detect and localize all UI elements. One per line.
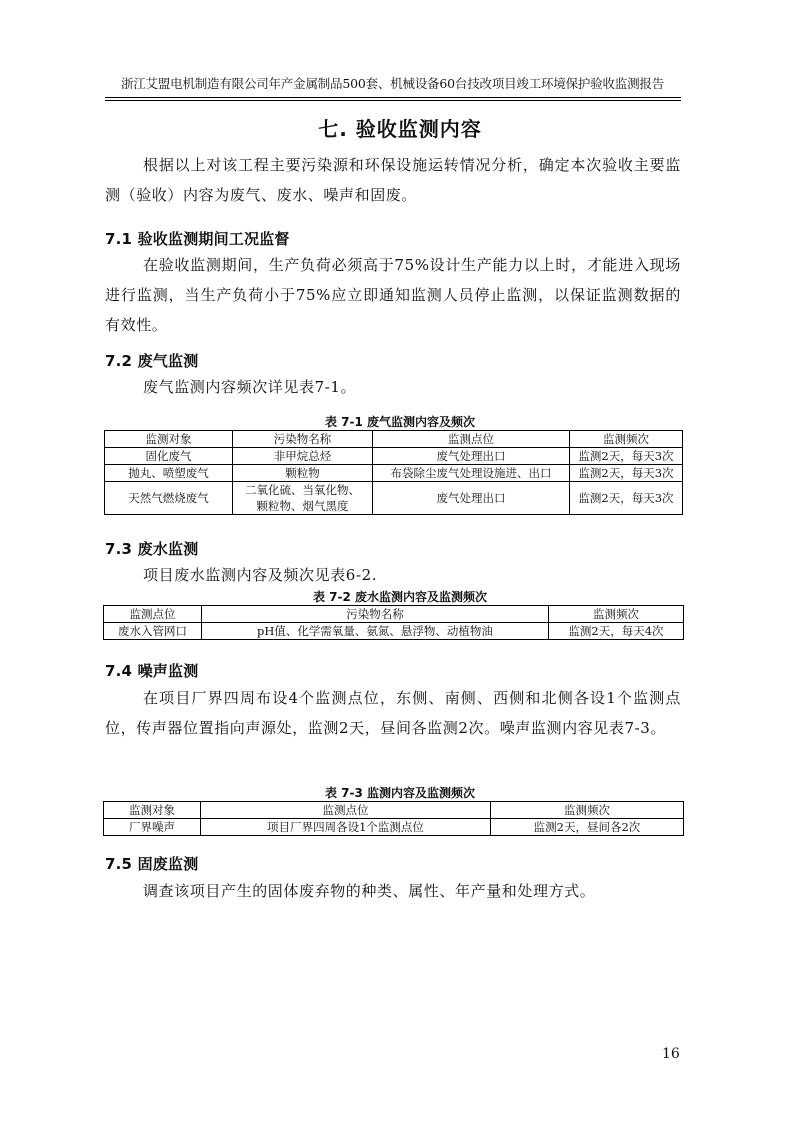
table-cell: 厂界噪声 [104,819,201,836]
table-cell: 监测2天，每天3次 [570,448,683,465]
page-number: 16 [662,1046,680,1062]
header-rule-double [105,100,681,101]
table-7-1-caption: 表 7-1 废气监测内容及频次 [324,415,476,429]
table-header-cell: 监测点位 [373,431,570,448]
header-rule [105,97,681,98]
table-header-cell: 污染物名称 [202,606,549,623]
table-7-2-caption: 表 7-2 废水监测内容及监测频次 [312,590,488,604]
table-7-3-caption: 表 7-3 监测内容及监测频次 [324,786,476,800]
heading-7-3: 7.3 废水监测 [105,540,199,558]
paragraph-7-5: 调查该项目产生的固体废弃物的种类、属性、年产量和处理方式。 [143,882,596,900]
table-header-row [104,606,684,623]
table-cell: 废水入管网口 [104,623,202,640]
table-cell: 抛丸、喷塑废气 [105,465,233,482]
heading-7-4: 7.4 噪声监测 [105,662,199,680]
table-header-cell: 污染物名称 [233,431,373,448]
table-cell: 颗粒物 [233,465,373,482]
table-header-row [104,802,684,819]
table-7-3 [103,801,684,836]
table-cell: 监测2天，昼间各2次 [491,819,684,836]
intro-paragraph: 根据以上对该工程主要污染源和环保设施运转情况分析，确定本次验收主要监测（验收）内容为废气、废水、噪声和固废。 [105,156,681,204]
table-7-2 [103,605,684,640]
table-cell: 监测2天，每天4次 [549,623,684,640]
heading-7-2: 7.2 废气监测 [105,352,199,370]
table-cell: 监测2天，每天3次 [570,482,683,515]
table-cell: 非甲烷总烃 [233,448,373,465]
table-cell: 监测2天，每天3次 [570,465,683,482]
table-cell-line: 二氧化硫、当氧化物、 [245,483,360,497]
table-row [105,448,683,465]
table-cell [233,482,373,515]
page-title: 七. 验收监测内容 [318,117,482,141]
table-cell: 项目厂界四周各设1个监测点位 [201,819,491,836]
table-cell: 废气处理出口 [373,448,570,465]
table-row [105,465,683,482]
paragraph-7-4: 在项目厂界四周布设4个监测点位，东侧、南侧、西侧和北侧各设1个监测点位，传声器位置指向声源处，监测2天，昼间各监测2次。噪声监测内容见表7-3。 [105,689,681,737]
table-header-row [105,431,683,448]
table-cell-line: 颗粒物、烟气黑度 [256,499,349,513]
table-7-1 [104,430,683,515]
heading-7-5: 7.5 固废监测 [105,855,199,873]
table-header-cell: 监测频次 [549,606,684,623]
table-cell: pH值、化学需氧量、氨氮、悬浮物、动植物油 [202,623,549,640]
table-row [104,819,684,836]
table-cell: 固化废气 [105,448,233,465]
table-row [105,482,683,515]
table-header-cell: 监测对象 [104,802,201,819]
running-header: 浙江艾盟电机制造有限公司年产金属制品500套、机械设备60台技改项目竣工环境保护验收监测报告 [120,76,665,91]
heading-7-1: 7.1 验收监测期间工况监督 [105,230,290,248]
table-row [104,623,684,640]
table-header-cell: 监测频次 [491,802,684,819]
table-cell: 布袋除尘废气处理设施进、出口 [373,465,570,482]
paragraph-7-2: 废气监测内容频次详见表7-1。 [143,378,357,396]
paragraph-7-1: 在验收监测期间，生产负荷必须高于75%设计生产能力以上时，才能进入现场进行监测，当生产负荷小于75%应立即通知监测人员停止监测，以保证监测数据的有效性。 [105,256,681,334]
table-header-cell: 监测点位 [201,802,491,819]
table-cell: 天然气燃烧废气 [105,482,233,515]
table-header-cell: 监测对象 [105,431,233,448]
paragraph-7-3: 项目废水监测内容及频次见表6-2. [143,566,378,584]
table-header-cell: 监测频次 [570,431,683,448]
table-cell: 废气处理出口 [373,482,570,515]
table-header-cell: 监测点位 [104,606,202,623]
